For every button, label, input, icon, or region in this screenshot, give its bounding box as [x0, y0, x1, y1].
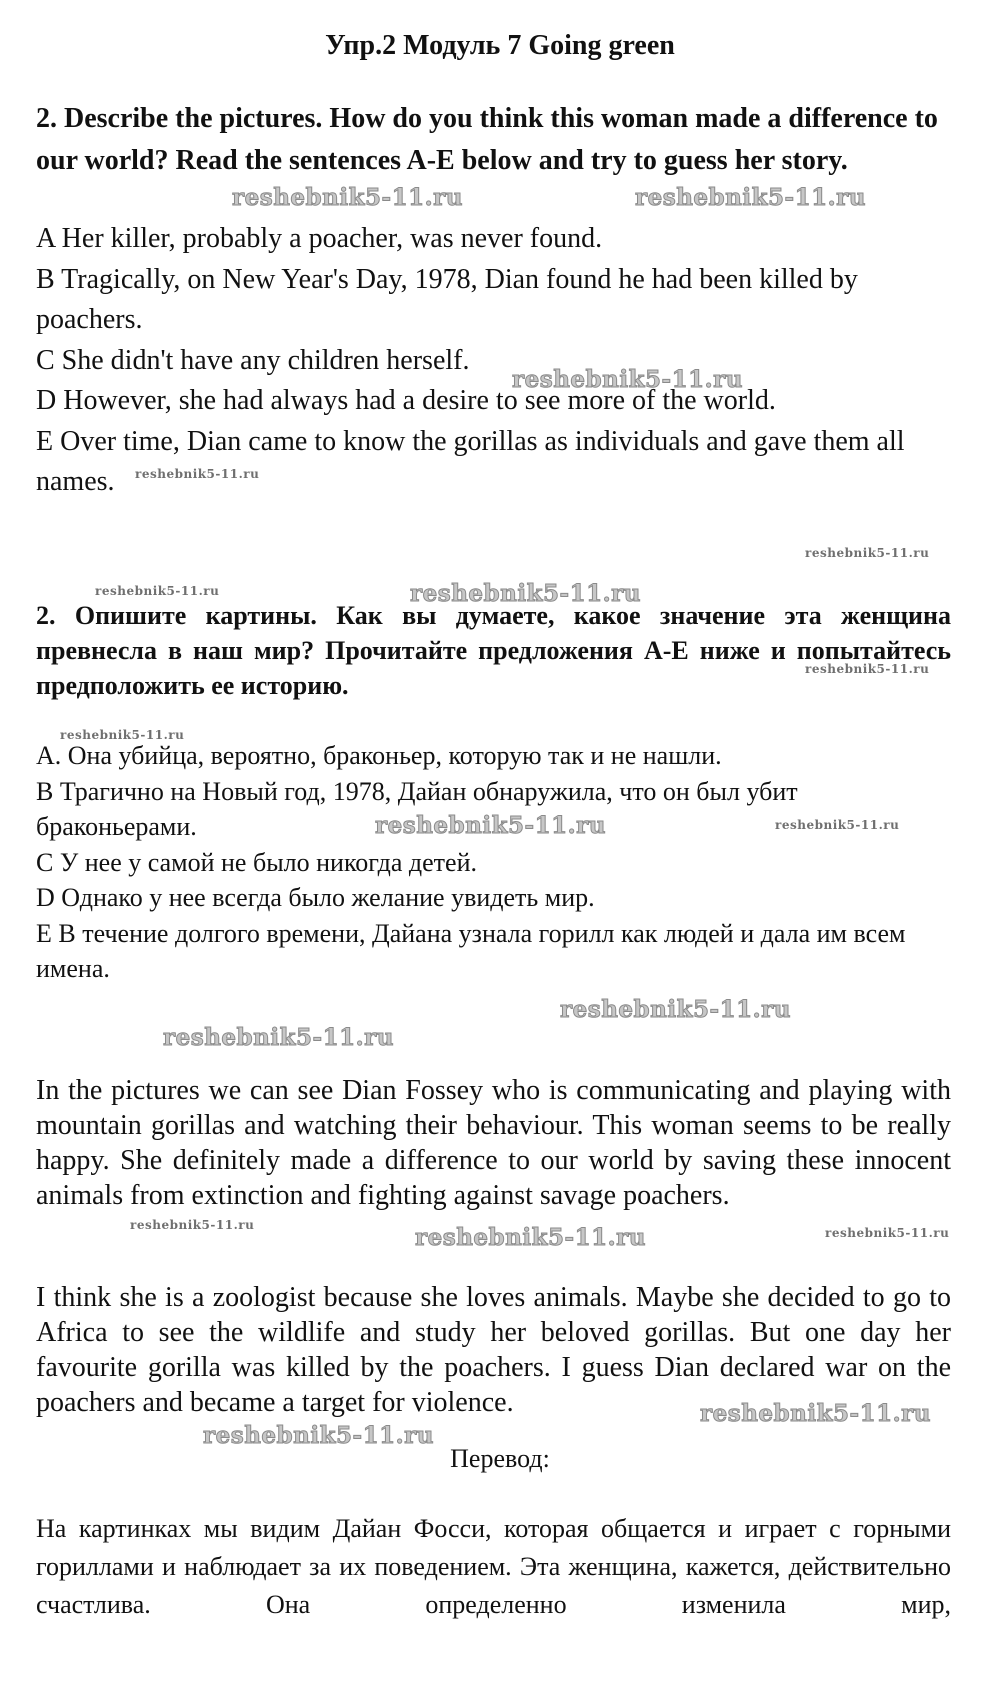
- watermark: reshebnik5-11.ru: [775, 818, 900, 832]
- page-title: Упр.2 Модуль 7 Going green: [325, 30, 675, 61]
- sentence-b-en: B Tragically, on New Year's Day, 1978, Dian found he had been killed by poachers.: [36, 263, 858, 335]
- watermark: reshebnik5-11.ru: [203, 1422, 434, 1449]
- watermark: reshebnik5-11.ru: [130, 1218, 255, 1232]
- sentence-c-ru: С У нее у самой не было никогда детей.: [36, 847, 477, 877]
- sentence-c-en: C She didn't have any children herself.: [36, 344, 470, 376]
- sentence-d-ru: D Однако у нее всегда было желание увидеть мир.: [36, 883, 595, 912]
- watermark: reshebnik5-11.ru: [95, 584, 220, 598]
- watermark: reshebnik5-11.ru: [410, 580, 641, 607]
- sentence-e-ru: Е В течение долгого времени, Дайана узнала горилл как людей и дала им всем имена.: [36, 918, 906, 983]
- sentence-a-ru: А. Она убийца, вероятно, браконьер, которую так и не нашли.: [36, 741, 722, 770]
- sentences-russian: [36, 738, 951, 987]
- sentence-e-en: E Over time, Dian came to know the gorillas as individuals and gave them all names.: [36, 425, 905, 497]
- sentences-english: [36, 219, 951, 503]
- watermark: reshebnik5-11.ru: [60, 728, 185, 742]
- watermark: reshebnik5-11.ru: [560, 996, 791, 1023]
- task-english: 2. Describe the pictures. How do you think this woman made a difference to our world? Read the sentences A-E below and try to guess her story.: [36, 103, 938, 176]
- answer-english-paragraph-1: In the pictures we can see Dian Fossey who is communicating and playing with mountain gorillas and watching their behaviour. This woman seems to be really happy. She definitely made a difference to our world by saving these innocent animals from extinction and fighting against savage poachers.: [36, 1075, 951, 1211]
- sentence-d-en: D However, she had always had a desire to see more of the world.: [36, 385, 776, 416]
- answer-russian-paragraph: На картинках мы видим Дайан Фосси, которая общается и играет с горными гориллами и наблюдает за их поведением. Эта женщина, кажется, действительно счастлива. Она определенно изменила мир,: [36, 1514, 951, 1619]
- watermark: reshebnik5-11.ru: [163, 1024, 394, 1051]
- sentence-a-en: A Her killer, probably a poacher, was never found.: [36, 223, 603, 254]
- watermark: reshebnik5-11.ru: [805, 546, 930, 560]
- sentence-b-ru: В Трагично на Новый год, 1978, Дайан обнаружила, что он был убит браконьерами.: [36, 776, 798, 841]
- watermark: reshebnik5-11.ru: [415, 1224, 646, 1251]
- watermark: reshebnik5-11.ru: [825, 1226, 950, 1240]
- watermark: reshebnik5-11.ru: [700, 1400, 931, 1427]
- watermark: reshebnik5-11.ru: [805, 662, 930, 676]
- answer-english-paragraph-2: I think she is a zoologist because she loves animals. Maybe she decided to go to Africa to see the wildlife and study her beloved gorillas. But one day her favourite gorilla was killed by the poachers. I guess Dian declared war on the poachers and became a target for violence.: [36, 1282, 951, 1418]
- watermark: reshebnik5-11.ru: [135, 467, 260, 481]
- watermark: reshebnik5-11.ru: [232, 184, 463, 211]
- task-russian: 2. Опишите картины. Как вы думаете, какое значение эта женщина превнесла в наш мир? Прочитайте предложения А-Е ниже и попытайтесь предположить ее историю.: [36, 601, 951, 700]
- watermark: reshebnik5-11.ru: [512, 366, 743, 393]
- translation-label: Перевод:: [450, 1444, 550, 1473]
- watermark: reshebnik5-11.ru: [375, 812, 606, 839]
- watermark: reshebnik5-11.ru: [635, 184, 866, 211]
